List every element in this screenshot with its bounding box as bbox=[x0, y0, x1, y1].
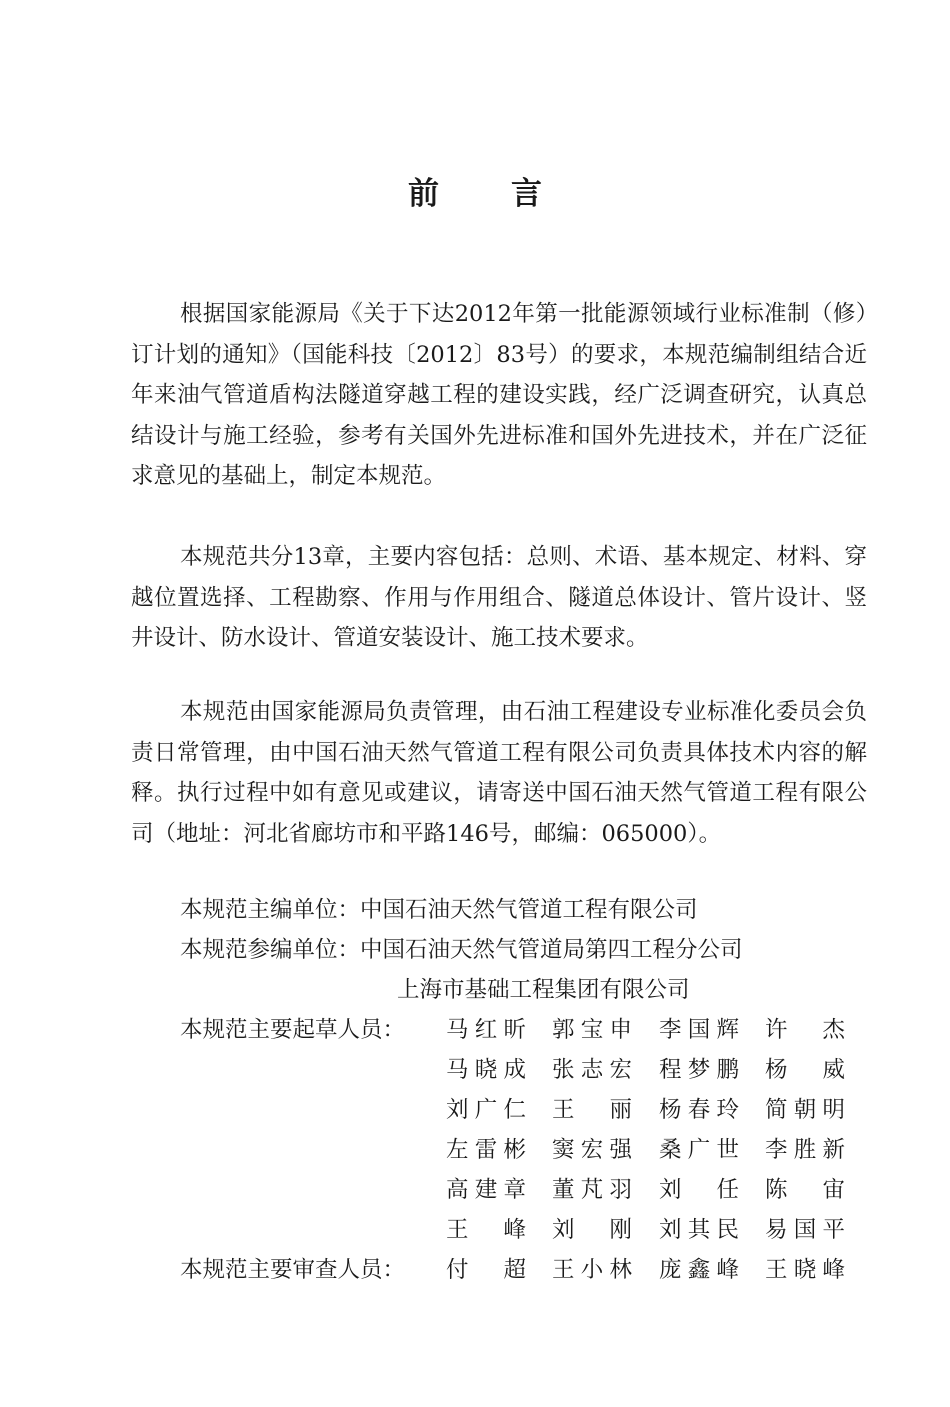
drafter-name: 高建章 bbox=[446, 1177, 526, 1203]
participating-label: 本规范参编单位： bbox=[180, 937, 361, 963]
reviewer-name: 付超 bbox=[446, 1257, 526, 1283]
drafters-label: 本规范主要起草人员： bbox=[180, 1017, 406, 1043]
drafter-name: 程梦鹏 bbox=[659, 1057, 739, 1083]
drafter-name: 马红昕 bbox=[446, 1017, 526, 1043]
participating-unit bbox=[180, 930, 743, 970]
drafter-name: 窦宏强 bbox=[552, 1137, 632, 1163]
reviewers-label: 本规范主要审查人员： bbox=[180, 1257, 406, 1283]
paragraph-contents: 本规范共分13章，主要内容包括：总则、术语、基本规定、材料、穿越位置选择、工程勘察、作用与作用组合、隧道总体设计、管片设计、竖井设计、防水设计、管道安装设计、施工技术要求。 bbox=[131, 544, 867, 652]
participating-value-1: 中国石油天然气管道局第四工程分公司 bbox=[360, 937, 743, 963]
reviewer-name: 王小林 bbox=[552, 1257, 632, 1283]
drafter-name: 易国平 bbox=[765, 1217, 845, 1243]
paragraph-management: 本规范由国家能源局负责管理，由石油工程建设专业标准化委员会负责日常管理，由中国石油天然气管道工程有限公司负责具体技术内容的解释。执行过程中如有意见或建议，请寄送中国石油天然气管道工程有限公司（地址：河北省廊坊市和平路146号，邮编：065000）。 bbox=[131, 699, 867, 847]
drafter-name: 刘广仁 bbox=[446, 1097, 526, 1123]
drafter-name: 刘任 bbox=[659, 1177, 739, 1203]
reviewer-name: 王晓峰 bbox=[765, 1257, 845, 1283]
chief-editor-label: 本规范主编单位： bbox=[180, 897, 361, 923]
reviewer-name: 庞鑫峰 bbox=[659, 1257, 739, 1283]
drafter-name: 简朝明 bbox=[765, 1097, 845, 1123]
drafter-name: 刘其民 bbox=[659, 1217, 739, 1243]
drafter-name: 董芃羽 bbox=[552, 1177, 632, 1203]
title-char-1: 前 bbox=[408, 176, 439, 212]
drafter-name: 王峰 bbox=[446, 1217, 526, 1243]
drafter-name: 李国辉 bbox=[659, 1017, 739, 1043]
title-char-2: 言 bbox=[511, 176, 542, 212]
drafter-name: 杨威 bbox=[765, 1057, 845, 1083]
drafter-name: 桑广世 bbox=[659, 1137, 739, 1163]
drafter-name: 马晓成 bbox=[446, 1057, 526, 1083]
chief-editor-unit bbox=[180, 890, 698, 930]
drafter-name: 左雷彬 bbox=[446, 1137, 526, 1163]
drafter-name: 郭宝申 bbox=[552, 1017, 632, 1043]
page-title bbox=[0, 168, 950, 213]
chief-editor-value: 中国石油天然气管道工程有限公司 bbox=[360, 897, 698, 923]
drafter-name: 杨春玲 bbox=[659, 1097, 739, 1123]
drafter-name: 陈宙 bbox=[765, 1177, 845, 1203]
drafter-name: 张志宏 bbox=[552, 1057, 632, 1083]
drafter-name: 刘刚 bbox=[552, 1217, 632, 1243]
drafter-name: 许杰 bbox=[765, 1017, 845, 1043]
drafter-name: 王丽 bbox=[552, 1097, 632, 1123]
paragraph-background: 根据国家能源局《关于下达2012年第一批能源领域行业标准制（修）订计划的通知》（国能科技〔2012〕83号）的要求，本规范编制组结合近年来油气管道盾构法隧道穿越工程的建设实践，经广泛调查研究，认真总结设计与施工经验，参考有关国外先进标准和国外先进技术，并在广泛征求意见的基础上，制定本规范。 bbox=[131, 301, 867, 490]
participating-value-2: 上海市基础工程集团有限公司 bbox=[397, 977, 690, 1003]
drafter-name: 李胜新 bbox=[765, 1137, 845, 1163]
